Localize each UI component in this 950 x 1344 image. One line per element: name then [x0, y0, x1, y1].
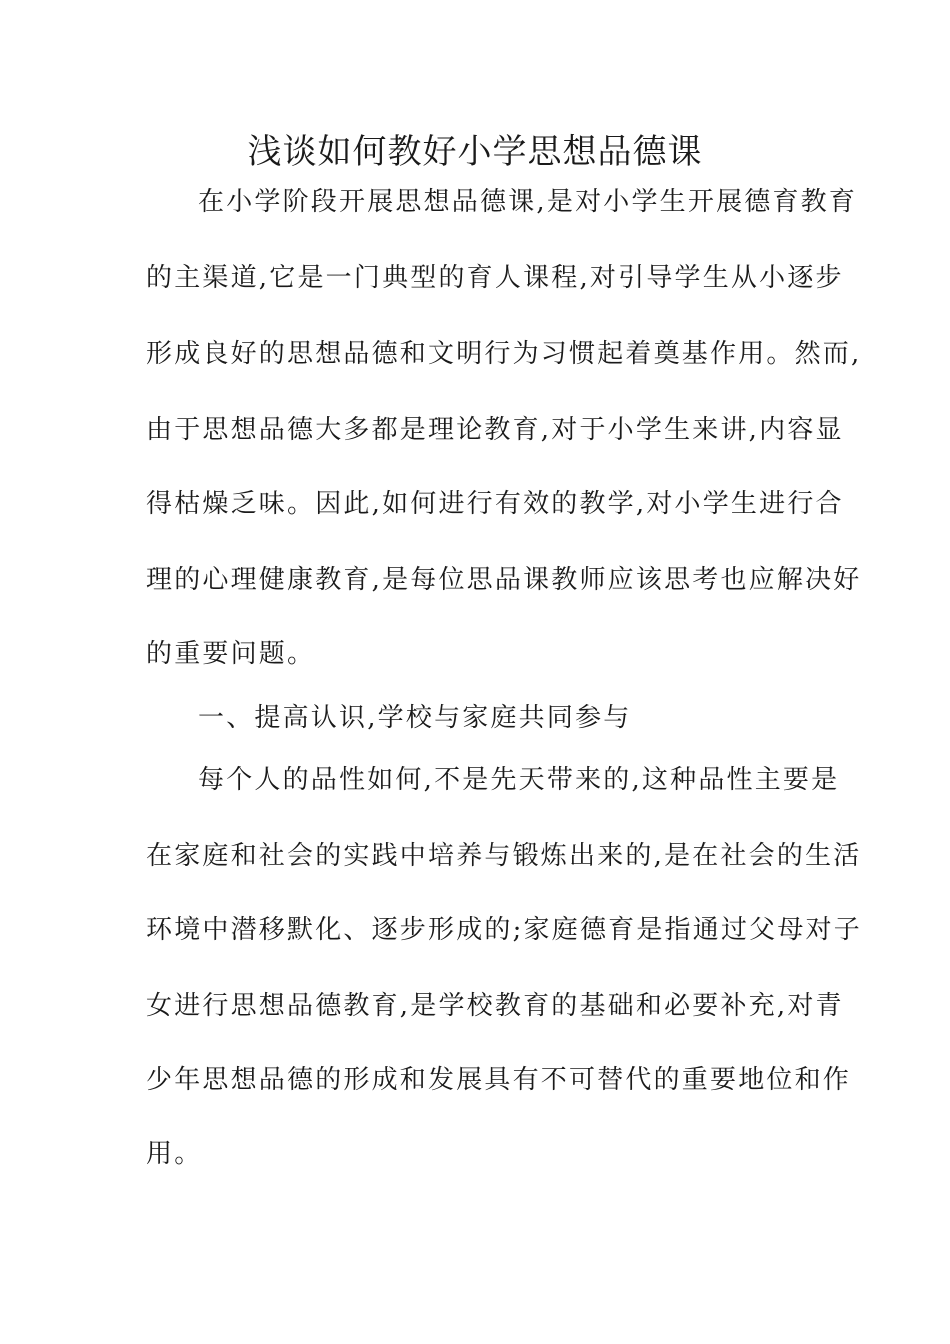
paragraph-2-line-2: 在家庭和社会的实践中培养与锻炼出来的,是在社会的生活: [146, 841, 862, 871]
paragraph-1-line-5: 得枯燥乏味。因此,如何进行有效的教学,对小学生进行合: [146, 489, 844, 519]
paragraph-2-line-5: 少年思想品德的形成和发展具有不可替代的重要地位和作: [146, 1065, 852, 1095]
paragraph-2-line-1: 每个人的品性如何,不是先天带来的,这种品性主要是: [198, 765, 840, 795]
paragraph-2-line-6: 用。: [146, 1139, 203, 1169]
paragraph-1-line-6: 理的心理健康教育,是每位思品课教师应该思考也应解决好: [146, 565, 862, 595]
paragraph-1-line-2: 的主渠道,它是一门典型的育人课程,对引导学生从小逐步: [146, 263, 844, 293]
paragraph-1-line-3: 形成良好的思想品德和文明行为习惯起着奠基作用。然而,: [146, 339, 862, 369]
document-title: 浅谈如何教好小学思想品德课: [247, 132, 703, 172]
paragraph-1-line-4: 由于思想品德大多都是理论教育,对于小学生来讲,内容显: [146, 415, 844, 445]
paragraph-2-line-3: 环境中潜移默化、逐步形成的;家庭德育是指通过父母对子: [146, 915, 862, 945]
paragraph-1-line-7: 的重要问题。: [146, 639, 316, 669]
paragraph-1-line-1: 在小学阶段开展思想品德课,是对小学生开展德育教育: [198, 187, 858, 217]
section-heading: 一、提高认识,学校与家庭共同参与: [198, 703, 632, 733]
paragraph-2-line-4: 女进行思想品德教育,是学校教育的基础和必要补充,对青: [146, 991, 844, 1021]
